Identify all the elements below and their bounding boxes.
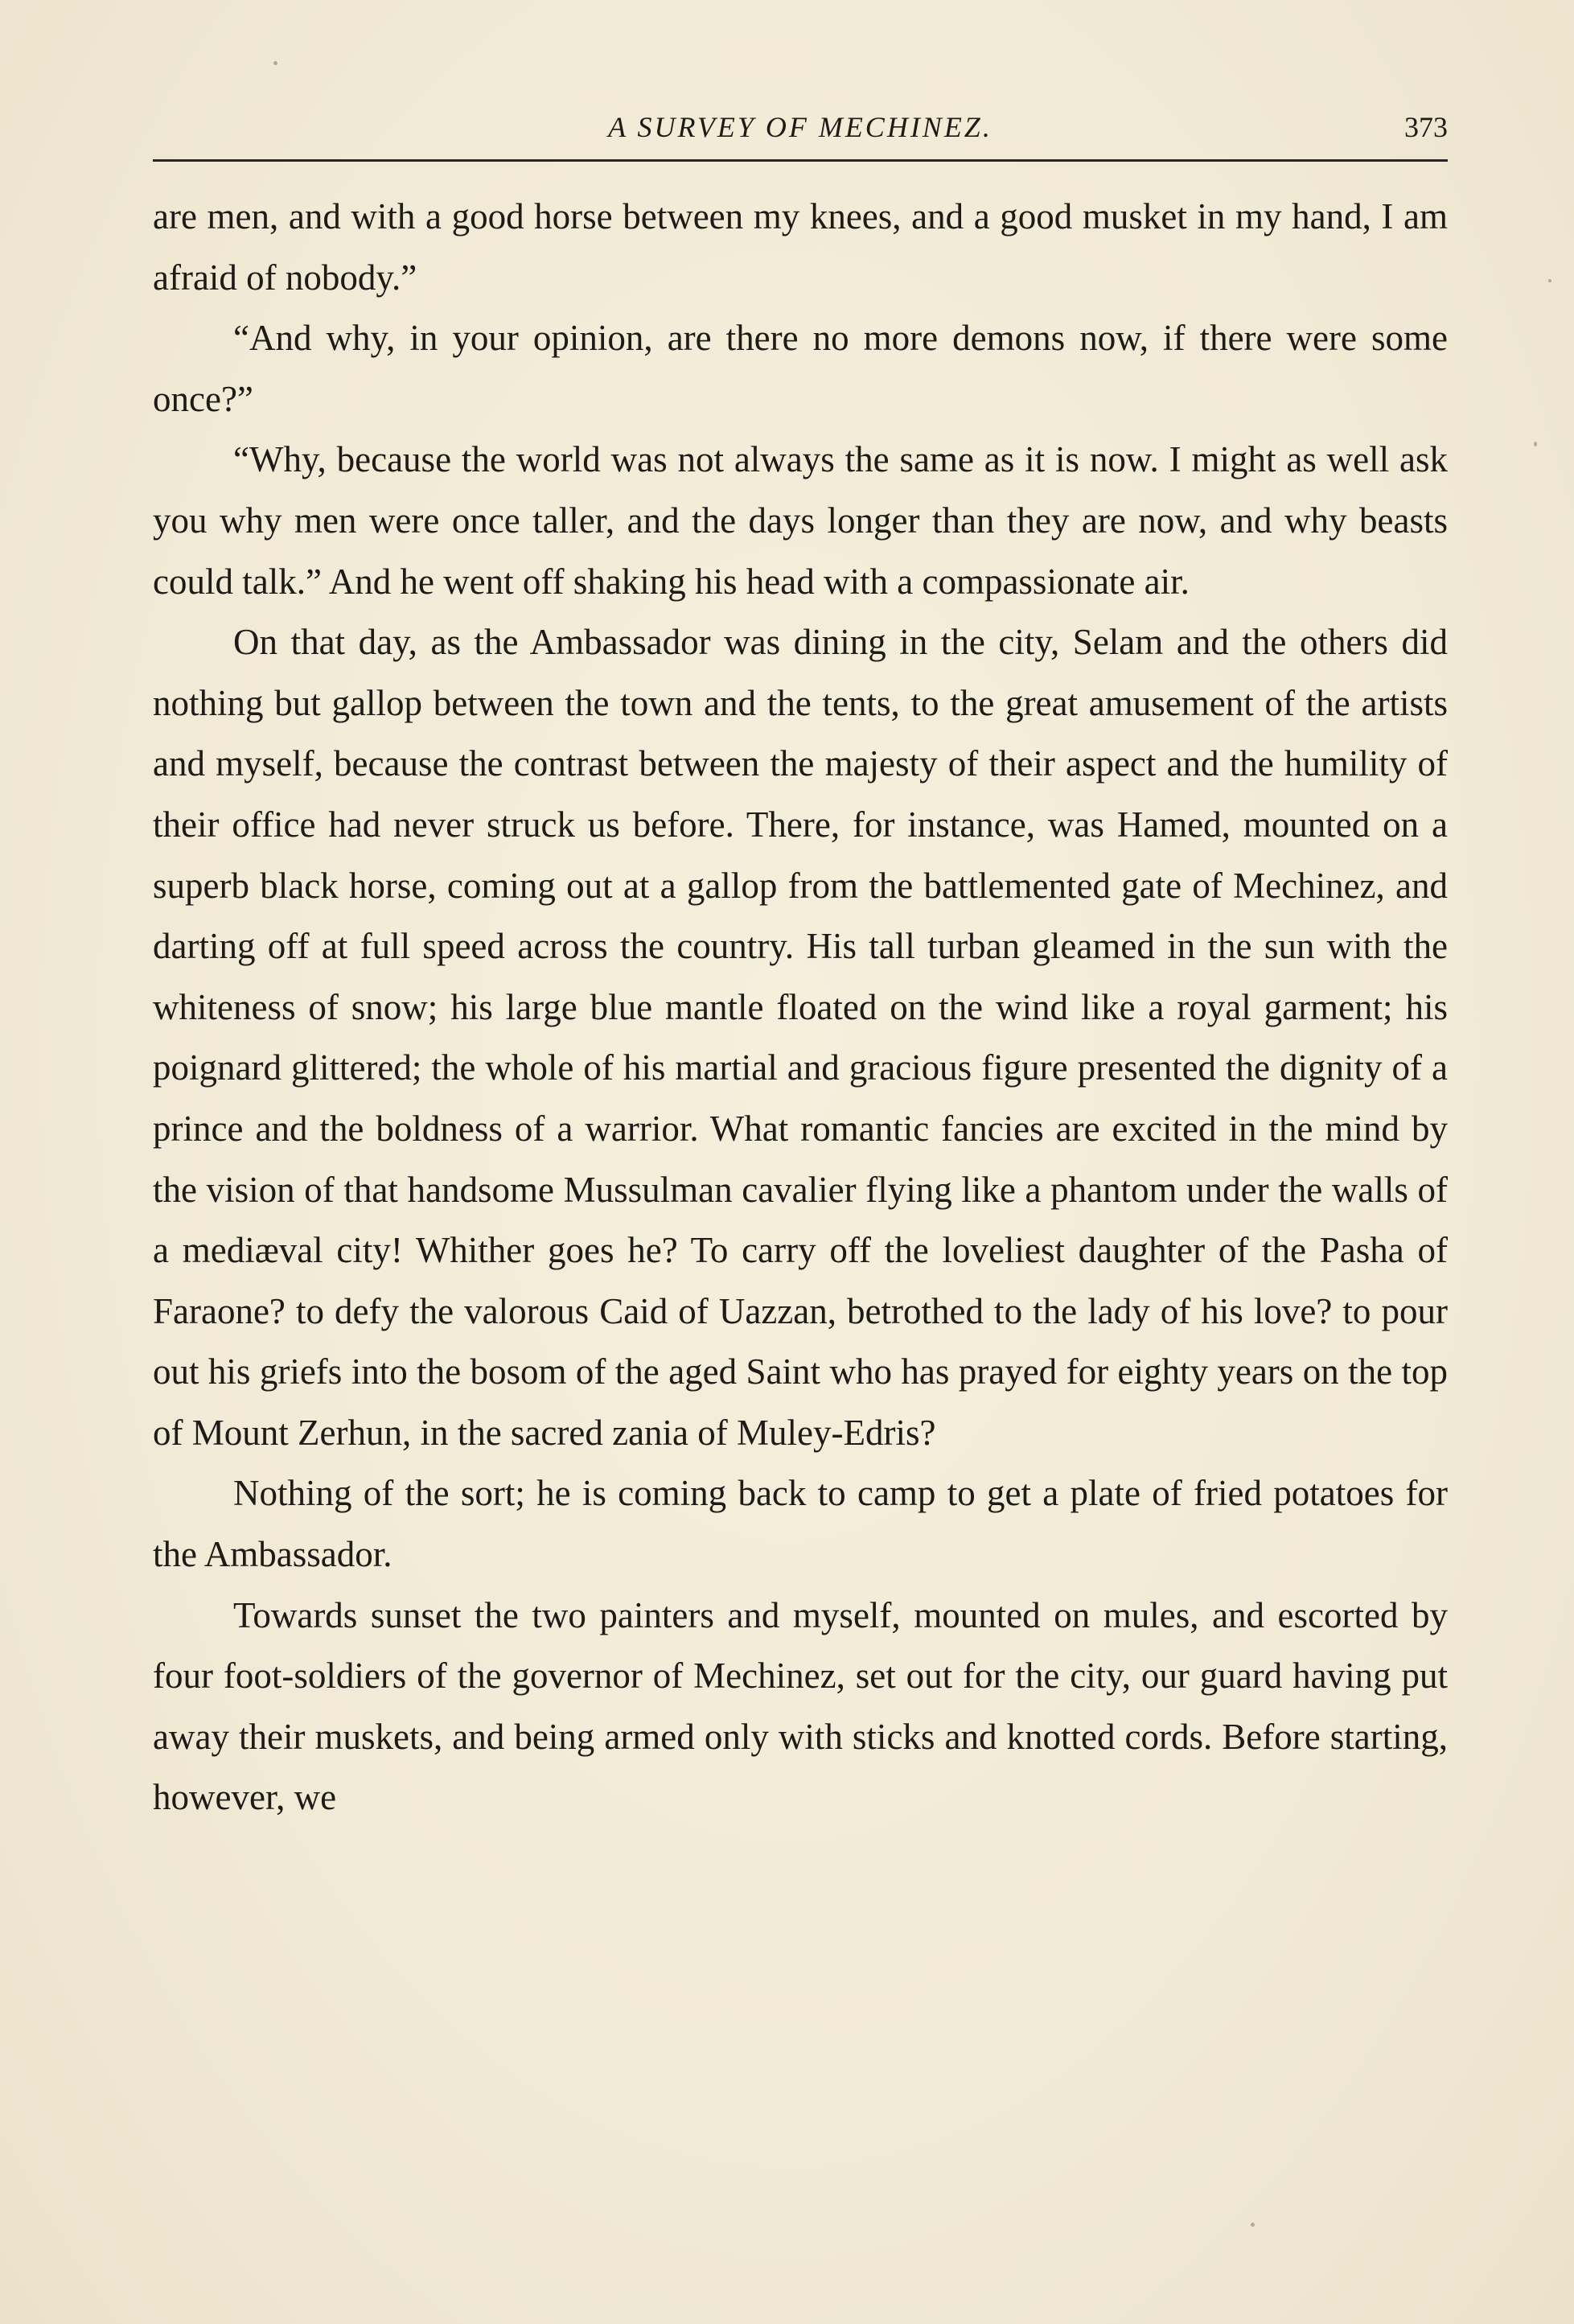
body-text xyxy=(153,187,1448,1828)
header-rule xyxy=(153,159,1448,162)
running-title: A SURVEY OF MECHINEZ. xyxy=(608,111,992,143)
paper-speck xyxy=(273,61,277,65)
running-head xyxy=(153,103,1448,151)
paper-speck xyxy=(1548,279,1551,282)
paper-speck xyxy=(1251,2223,1255,2227)
paragraph: “Why, because the world was not always the same as it is now. I might as well ask you why men were once taller, and the days longer than they are now, and why beasts could talk.” And he went off shaking his head with a compassionate air. xyxy=(153,439,1448,602)
page-number: 373 xyxy=(1404,111,1448,143)
paper-speck xyxy=(1534,442,1537,446)
paragraph: Nothing of the sort; he is coming back to camp to get a plate of fried potatoes for the Ambassador. xyxy=(153,1473,1448,1575)
paragraph: On that day, as the Ambassador was dining in the city, Selam and the others did nothing but gallop between the town and the tents, to the great amusement of the artists and myself, because the contrast between the majesty of their aspect and the humility of their office had never struck us before. There, for instance, was Hamed, mounted on a superb black horse, coming out at a gallop from the battlemented gate of Mechinez, and darting off at full speed across the country. His tall turban gleamed in the sun with the whiteness of snow; his large blue mantle floated on the wind like a royal garment; his poignard glittered; the whole of his martial and gracious figure presented the dignity of a prince and the boldness of a warrior. What romantic fancies are excited in the mind by the vision of that handsome Mussulman cavalier flying like a phantom under the walls of a mediæval city! Whither goes he? To carry off the loveliest daughter of the Pasha of Faraone? to defy the valorous Caid of Uazzan, betrothed to the lady of his love? to pour out his griefs into the bosom of the aged Saint who has prayed for eighty years on the top of Mount Zerhun, in the sacred zania of Muley-Edris? xyxy=(153,622,1448,1453)
paragraph: “And why, in your opinion, are there no more demons now, if there were some once?” xyxy=(153,318,1448,419)
paragraph-continued: are men, and with a good horse between my knees, and a good musket in my hand, I am afraid of nobody.” xyxy=(153,196,1448,298)
paragraph: Towards sunset the two painters and myself, mounted on mules, and escorted by four foot-soldiers of the governor of Mechinez, set out for the city, our guard having put away their muskets, and being armed only with sticks and knotted cords. Before starting, however, we xyxy=(153,1594,1448,1818)
